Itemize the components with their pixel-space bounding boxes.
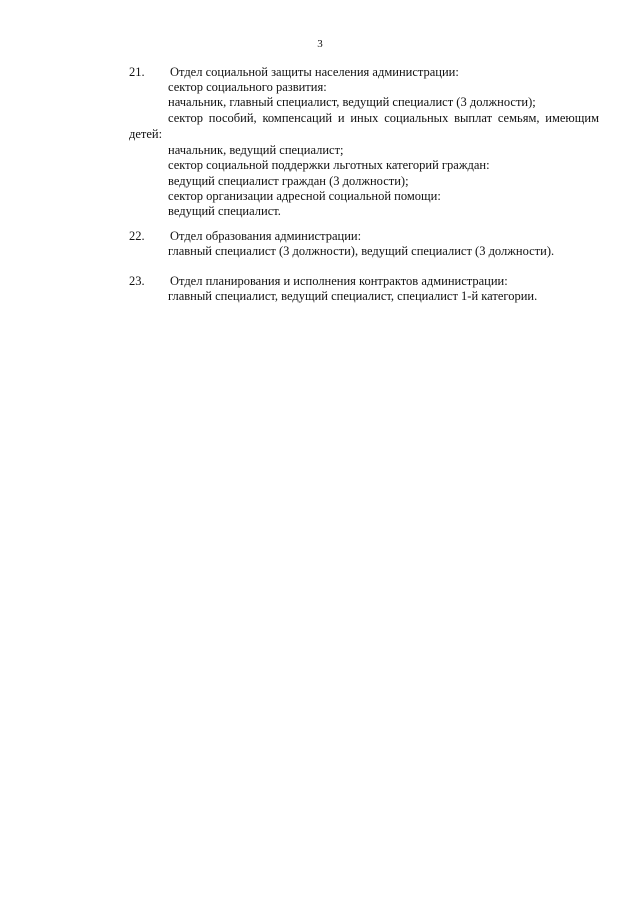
section-title: Отдел образования администрации:	[170, 229, 362, 243]
section-line: сектор организации адресной социальной помощи:	[168, 189, 441, 203]
section-line: начальник, ведущий специалист;	[168, 143, 344, 157]
section-line: ведущий специалист граждан (3 должности);	[168, 174, 409, 188]
section-line: главный специалист, ведущий специалист, специалист 1-й категории.	[168, 289, 538, 303]
section-line: ведущий специалист.	[168, 204, 281, 218]
section-line: детей:	[129, 127, 163, 141]
section-title: Отдел социальной защиты населения администрации:	[170, 65, 459, 79]
section-line: сектор социальной поддержки льготных категорий граждан:	[168, 158, 490, 172]
section-number: 23.	[129, 274, 145, 288]
section-number: 21.	[129, 65, 145, 79]
section-line: главный специалист (3 должности), ведущий специалист (3 должности).	[168, 244, 555, 258]
section-line: начальник, главный специалист, ведущий специалист (3 должности);	[168, 95, 536, 109]
page-number: 3	[317, 38, 323, 50]
section-title: Отдел планирования и исполнения контрактов администрации:	[170, 274, 508, 288]
section-line: сектор пособий, компенсаций и иных социальных выплат семьям, имеющим	[168, 111, 599, 125]
section-line: сектор социального развития:	[168, 80, 327, 94]
section-number: 22.	[129, 229, 145, 243]
